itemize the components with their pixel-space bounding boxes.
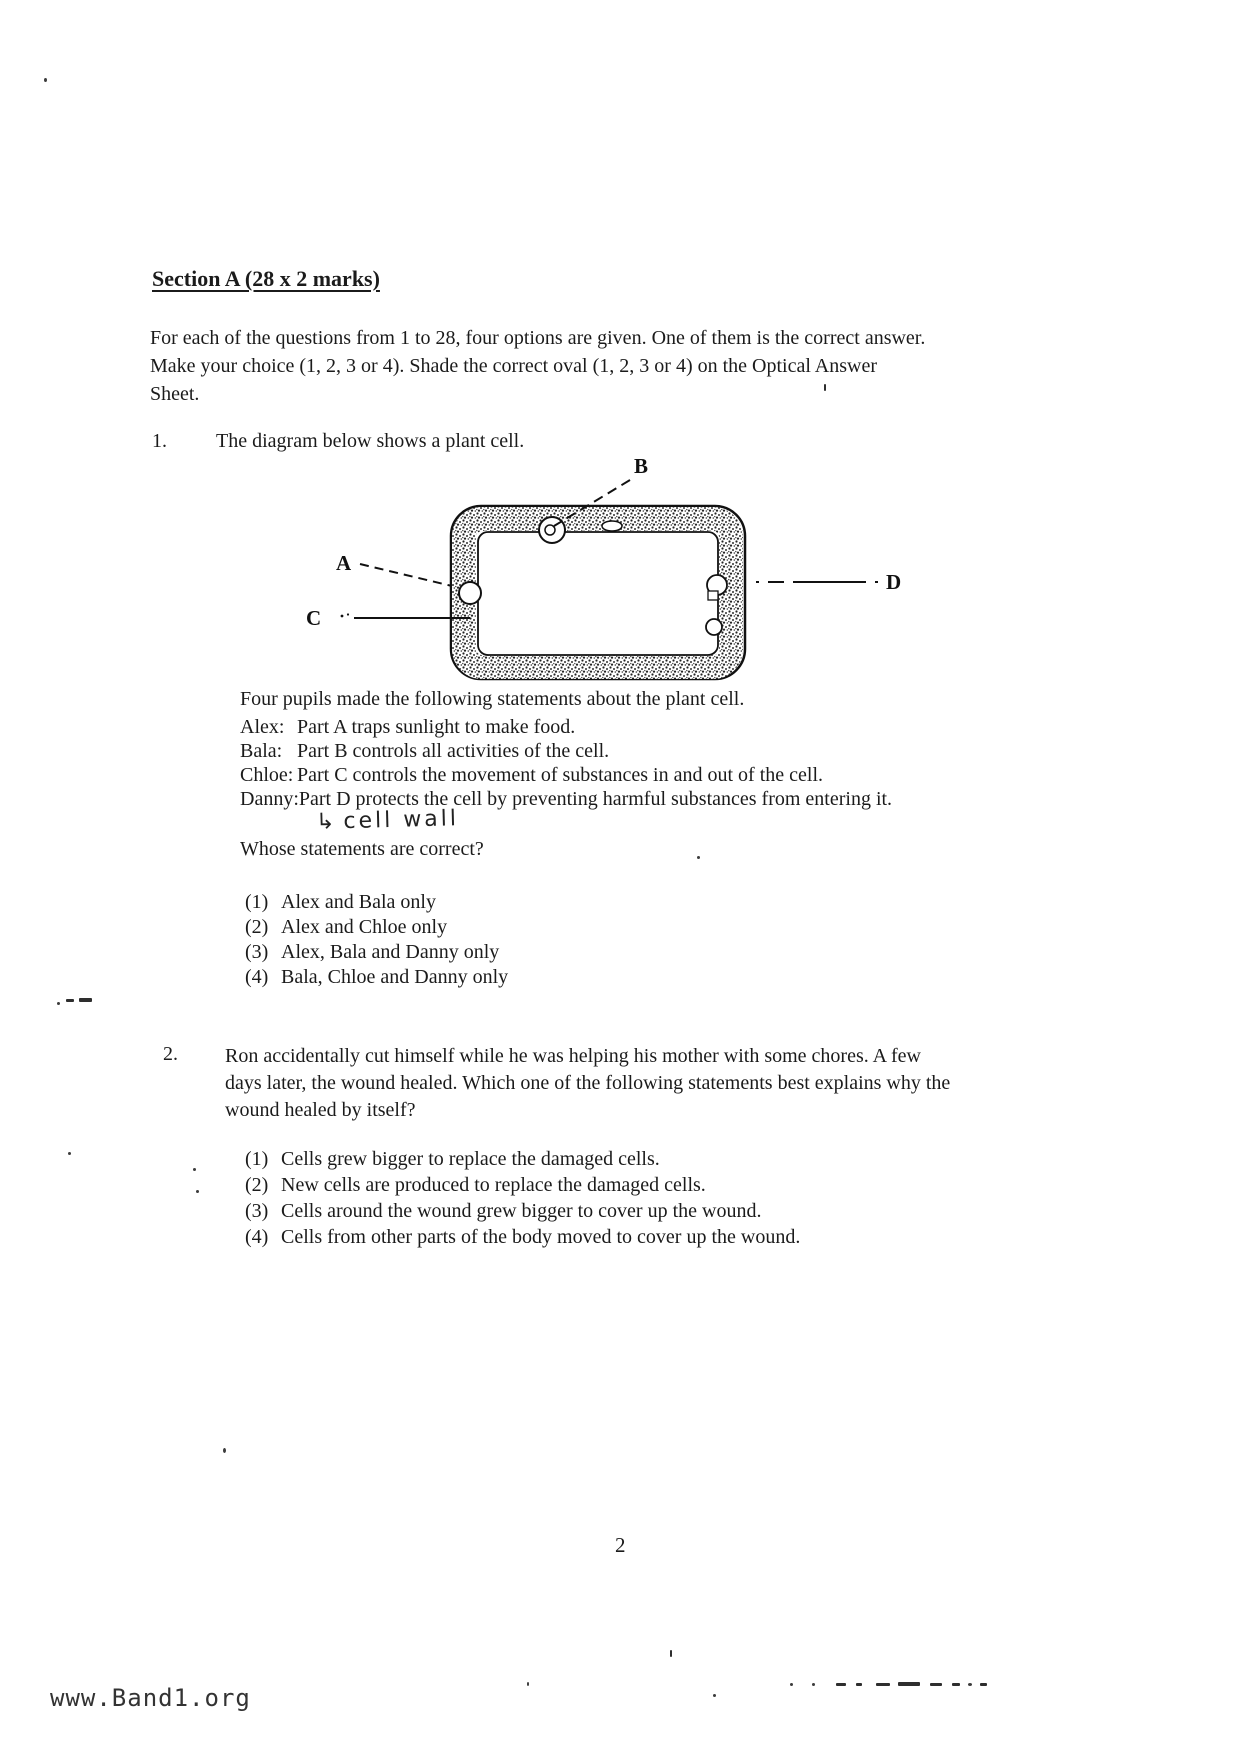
diagram-label-b: B <box>634 454 649 478</box>
handwritten-text: cell wall <box>343 806 460 835</box>
diagram-label-a: A <box>336 551 352 575</box>
option-label: (2) <box>245 916 269 938</box>
question-2-line: days later, the wound healed. Which one of the following statements best explains why the <box>225 1072 951 1094</box>
statement-row <box>240 763 892 787</box>
question-2-line: Ron accidentally cut himself while he was helping his mother with some chores. A few <box>225 1045 921 1067</box>
pupil-name: Alex: <box>240 716 285 738</box>
question-1-options <box>245 890 508 990</box>
instruction-line: For each of the questions from 1 to 28, four options are given. One of them is the correct answer. <box>150 327 926 349</box>
statement-text: Part A traps sunlight to make food. <box>297 716 576 738</box>
statement-text: Part C controls the movement of substances in and out of the cell. <box>297 764 823 786</box>
scan-artifact <box>968 1683 972 1686</box>
diagram-label-d: D <box>886 570 902 594</box>
question-2-text <box>225 1043 1085 1124</box>
question-2-line: wound healed by itself? <box>225 1099 416 1121</box>
instruction-line: Sheet. <box>150 383 200 405</box>
option-label: (1) <box>245 891 269 913</box>
organelle <box>602 521 622 531</box>
diagram-label-c: C <box>306 606 322 630</box>
option-row <box>245 915 508 940</box>
scan-artifact <box>223 1448 226 1453</box>
option-row <box>245 890 508 915</box>
scan-artifact <box>193 1168 196 1171</box>
scan-artifact <box>697 856 700 859</box>
option-text: Bala, Chloe and Danny only <box>281 966 509 988</box>
leader-dot-c <box>341 615 344 618</box>
question-1-text: The diagram below shows a plant cell. <box>216 430 525 452</box>
handwritten-arrow-icon: ↳ <box>315 809 338 835</box>
scan-artifact <box>57 1002 60 1005</box>
scan-artifact <box>68 1152 71 1155</box>
option-text: New cells are produced to replace the damaged cells. <box>281 1174 706 1196</box>
question-1-number: 1. <box>152 430 167 452</box>
option-row <box>245 940 508 965</box>
plant-cell-diagram <box>280 442 940 702</box>
organelle <box>706 619 722 635</box>
page-number: 2 <box>615 1533 626 1557</box>
option-text: Alex and Bala only <box>281 891 436 913</box>
scan-artifact <box>713 1694 716 1697</box>
organelle <box>708 591 718 600</box>
pupil-statements <box>240 715 892 811</box>
leader-line-a <box>360 564 452 586</box>
option-row <box>245 1172 800 1198</box>
scan-artifact <box>812 1683 815 1686</box>
option-label: (2) <box>245 1174 269 1196</box>
option-label: (1) <box>245 1148 269 1170</box>
scan-artifact <box>196 1190 199 1193</box>
scan-artifact <box>670 1650 672 1657</box>
scan-artifact <box>980 1683 987 1686</box>
organelle <box>459 582 481 604</box>
scan-artifact <box>790 1683 793 1686</box>
option-text: Cells grew bigger to replace the damaged cells. <box>281 1148 660 1170</box>
scan-artifact <box>898 1682 920 1686</box>
scan-artifact <box>856 1683 862 1686</box>
statement-row <box>240 739 892 763</box>
cell-inner-membrane <box>478 532 718 655</box>
scan-artifact <box>79 998 92 1002</box>
scan-artifact <box>836 1683 846 1686</box>
question-1-lead-in: Four pupils made the following statements about the plant cell. <box>240 688 745 710</box>
question-2-number: 2. <box>163 1043 178 1065</box>
scan-artifact <box>876 1683 890 1686</box>
instruction-line: Make your choice (1, 2, 3 or 4). Shade the correct oval (1, 2, 3 or 4) on the Optical Answer <box>150 355 878 377</box>
option-text: Cells from other parts of the body moved to cover up the wound. <box>281 1226 801 1248</box>
scan-artifact <box>527 1682 529 1686</box>
option-label: (3) <box>245 1200 269 1222</box>
handwritten-annotation <box>316 806 460 835</box>
section-heading: Section A (28 x 2 marks) <box>152 266 380 291</box>
option-row <box>245 965 508 990</box>
scan-artifact <box>66 999 74 1002</box>
option-row <box>245 1224 800 1250</box>
section-instructions <box>150 324 1090 408</box>
option-row <box>245 1146 800 1172</box>
watermark-url: www.Band1.org <box>50 1684 251 1712</box>
question-1-prompt: Whose statements are correct? <box>240 838 484 860</box>
scan-artifact <box>824 384 826 391</box>
option-text: Alex and Chloe only <box>281 916 448 938</box>
option-text: Alex, Bala and Danny only <box>281 941 500 963</box>
scan-artifact <box>952 1683 960 1686</box>
statement-row <box>240 787 892 811</box>
scan-artifact <box>930 1683 942 1686</box>
option-label: (3) <box>245 941 269 963</box>
leader-dot-c <box>347 613 349 615</box>
option-row <box>245 1198 800 1224</box>
statement-text: Part B controls all activities of the cell. <box>297 740 610 762</box>
scan-artifact <box>44 78 47 82</box>
pupil-name: Bala: <box>240 740 283 762</box>
pupil-name: Danny: <box>240 788 299 810</box>
question-2-options <box>245 1146 800 1250</box>
pupil-name: Chloe: <box>240 764 294 786</box>
statement-text: Part D protects the cell by preventing harmful substances from entering it. <box>298 788 893 810</box>
option-label: (4) <box>245 966 269 988</box>
option-label: (4) <box>245 1226 269 1248</box>
option-text: Cells around the wound grew bigger to cover up the wound. <box>281 1200 762 1222</box>
statement-row <box>240 715 892 739</box>
